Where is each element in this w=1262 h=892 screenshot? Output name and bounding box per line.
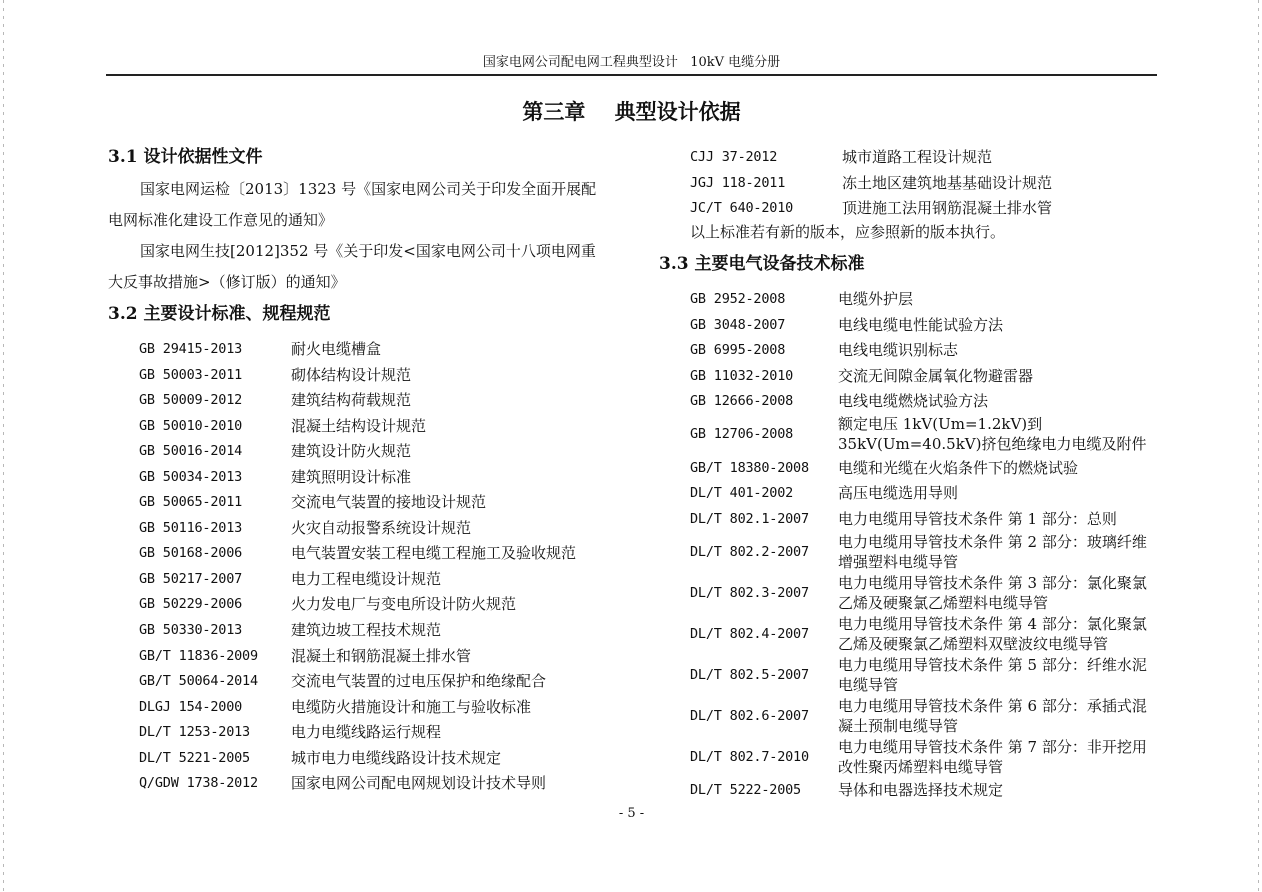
standard-row [139, 492, 611, 512]
standard-name: 电力电缆用导管技术条件 第 2 部分：玻璃纤维增强塑料电缆导管 [838, 533, 1147, 571]
standard-name: 导体和电器选择技术规定 [838, 781, 1004, 799]
running-header: 国家电网公司配电网工程典型设计 10kV 电缆分册 [482, 55, 781, 70]
standard-row [690, 366, 1158, 386]
standard-name: 交流电气装置的过电压保护和绝缘配合 [291, 672, 547, 690]
standard-code: DL/T 802.4-2007 [690, 626, 809, 642]
standard-name: 电力电缆用导管技术条件 第 7 部分：非开挖用改性聚丙烯塑料电缆导管 [838, 738, 1147, 776]
standard-row [139, 390, 611, 410]
standard-row [690, 414, 1158, 454]
standard-code: DL/T 802.3-2007 [690, 585, 809, 601]
standard-name: 混凝土结构设计规范 [291, 417, 427, 435]
standard-row [690, 532, 1158, 572]
standard-code: DL/T 802.1-2007 [690, 511, 809, 527]
standard-name: 建筑照明设计标准 [291, 468, 412, 486]
standard-name: 电缆外护层 [838, 290, 914, 308]
version-note: 以上标准若有新的版本，应参照新的版本执行。 [690, 223, 1006, 241]
standard-row [690, 509, 1158, 529]
standard-code: GB 50009-2012 [139, 392, 243, 408]
standard-row [139, 594, 611, 614]
standard-row [139, 671, 611, 691]
standard-name: 火力发电厂与变电所设计防火规范 [291, 595, 517, 613]
standard-name: 电线电缆燃烧试验方法 [838, 392, 989, 410]
left-binding-margin [0, 0, 8, 892]
standard-name: 国家电网公司配电网规划设计技术导则 [291, 774, 547, 792]
standard-code: DL/T 802.6-2007 [690, 708, 809, 724]
page-number: - 5 - [618, 806, 645, 821]
standard-row [139, 543, 611, 563]
standard-name: 城市道路工程设计规范 [842, 148, 993, 166]
standard-row [690, 289, 1158, 309]
standard-code: GB 50217-2007 [139, 571, 243, 587]
standard-code: GB 12706-2008 [690, 426, 794, 442]
standard-code: DL/T 802.5-2007 [690, 667, 809, 683]
standard-row [139, 748, 611, 768]
standard-code: GB 2952-2008 [690, 291, 786, 307]
standard-code: Q/GDW 1738-2012 [139, 775, 258, 791]
standard-name: 电线电缆识别标志 [838, 341, 959, 359]
standard-name: 顶进施工法用钢筋混凝土排水管 [842, 199, 1053, 217]
standard-name: 高压电缆选用导则 [838, 484, 959, 502]
standard-row [690, 458, 1158, 478]
standard-row [139, 441, 611, 461]
standard-code: GB 50116-2013 [139, 520, 243, 536]
standard-row [139, 365, 611, 385]
basis-document-2: 国家电网生技[2012]352 号《关于印发<国家电网公司十八项电网重大反事故措施>（修订版）的通知》 [108, 242, 596, 291]
standard-row [690, 391, 1158, 411]
standard-row [690, 573, 1158, 613]
standard-name: 电线电缆电性能试验方法 [838, 316, 1004, 334]
standard-row [690, 340, 1158, 360]
standard-code: GB/T 50064-2014 [139, 673, 258, 689]
standard-row [690, 737, 1158, 777]
standard-code: GB 50003-2011 [139, 367, 243, 383]
standard-row [139, 620, 611, 640]
standard-name: 火灾自动报警系统设计规范 [291, 519, 472, 537]
standard-code: GB 50034-2013 [139, 469, 243, 485]
basis-document-1: 国家电网运检〔2013〕1323 号《国家电网公司关于印发全面开展配电网标准化建设工作意见的通知》 [108, 180, 597, 229]
standard-code: GB 12666-2008 [690, 393, 794, 409]
standard-name: 建筑结构荷载规范 [291, 391, 412, 409]
standard-name: 电力电缆用导管技术条件 第 6 部分：承插式混凝土预制电缆导管 [838, 697, 1147, 735]
standard-row [690, 655, 1158, 695]
standard-name: 建筑设计防火规范 [291, 442, 412, 460]
standard-code: GB 50010-2010 [139, 418, 243, 434]
standard-name: 砌体结构设计规范 [291, 366, 412, 384]
standard-name: 耐火电缆槽盒 [291, 340, 382, 358]
standard-name: 额定电压 1kV(Um=1.2kV)到 35kV(Um=40.5kV)挤包绝缘电力电缆及附件 [838, 415, 1147, 453]
standard-row [139, 569, 611, 589]
standard-code: GB 6995-2008 [690, 342, 786, 358]
standard-code: JC/T 640-2010 [690, 200, 794, 216]
right-binding-margin [1254, 0, 1262, 892]
standard-row [139, 646, 611, 666]
standard-code: DL/T 802.2-2007 [690, 544, 809, 560]
standard-row [690, 315, 1158, 335]
standard-code: GB 50229-2006 [139, 596, 243, 612]
standard-row [139, 467, 611, 487]
standard-row [139, 416, 611, 436]
section-3-1-heading: 3.1 设计依据性文件 [108, 147, 263, 167]
standard-row [690, 614, 1158, 654]
standard-row [690, 696, 1158, 736]
standard-name: 冻土地区建筑地基基础设计规范 [842, 174, 1053, 192]
standard-name: 交流电气装置的接地设计规范 [291, 493, 487, 511]
standard-row [690, 198, 1052, 218]
standard-row [139, 339, 611, 359]
standard-row [139, 722, 611, 742]
standard-row [139, 773, 611, 793]
standard-name: 电力电缆用导管技术条件 第 4 部分：氯化聚氯乙烯及硬聚氯乙烯塑料双壁波纹电缆导管 [838, 615, 1147, 653]
standard-code: DL/T 401-2002 [690, 485, 794, 501]
standard-row [690, 147, 992, 167]
standard-name: 城市电力电缆线路设计技术规定 [291, 749, 502, 767]
standard-code: CJJ 37-2012 [690, 149, 778, 165]
standard-row [690, 173, 1052, 193]
standard-code: GB/T 18380-2008 [690, 460, 809, 476]
standard-code: DL/T 5221-2005 [139, 750, 250, 766]
standard-name: 建筑边坡工程技术规范 [291, 621, 442, 639]
standard-row [139, 697, 611, 717]
standard-code: GB 3048-2007 [690, 317, 786, 333]
standard-row [690, 483, 1158, 503]
standard-code: DLGJ 154-2000 [139, 699, 243, 715]
standard-name: 电缆防火措施设计和施工与验收标准 [291, 698, 532, 716]
standard-name: 电力电缆用导管技术条件 第 3 部分：氯化聚氯乙烯及硬聚氯乙烯塑料电缆导管 [838, 574, 1147, 612]
section-3-2-heading: 3.2 主要设计标准、规程规范 [108, 304, 331, 324]
standard-code: DL/T 802.7-2010 [690, 749, 809, 765]
chapter-title: 第三章 典型设计依据 [522, 99, 741, 124]
standard-code: DL/T 1253-2013 [139, 724, 250, 740]
section-3-3-heading: 3.3 主要电气设备技术标准 [659, 254, 865, 274]
standard-code: DL/T 5222-2005 [690, 782, 801, 798]
standard-code: GB 50016-2014 [139, 443, 243, 459]
standard-row [139, 518, 611, 538]
standard-name: 混凝土和钢筋混凝土排水管 [291, 647, 472, 665]
header-rule [106, 74, 1157, 76]
standard-name: 电气装置安装工程电缆工程施工及验收规范 [291, 544, 577, 562]
standard-row [690, 780, 1158, 800]
standard-code: GB 50330-2013 [139, 622, 243, 638]
standard-code: GB 50168-2006 [139, 545, 243, 561]
standard-code: JGJ 118-2011 [690, 175, 786, 191]
standard-code: GB 29415-2013 [139, 341, 243, 357]
standard-name: 电力电缆用导管技术条件 第 5 部分：纤维水泥电缆导管 [838, 656, 1147, 694]
standard-name: 电力电缆用导管技术条件 第 1 部分：总则 [838, 510, 1117, 528]
standard-name: 交流无间隙金属氧化物避雷器 [838, 367, 1034, 385]
standard-code: GB 11032-2010 [690, 368, 794, 384]
standard-name: 电力电缆线路运行规程 [291, 723, 442, 741]
standard-name: 电缆和光缆在火焰条件下的燃烧试验 [838, 459, 1079, 477]
standard-name: 电力工程电缆设计规范 [291, 570, 442, 588]
standard-code: GB/T 11836-2009 [139, 648, 258, 664]
standard-code: GB 50065-2011 [139, 494, 243, 510]
